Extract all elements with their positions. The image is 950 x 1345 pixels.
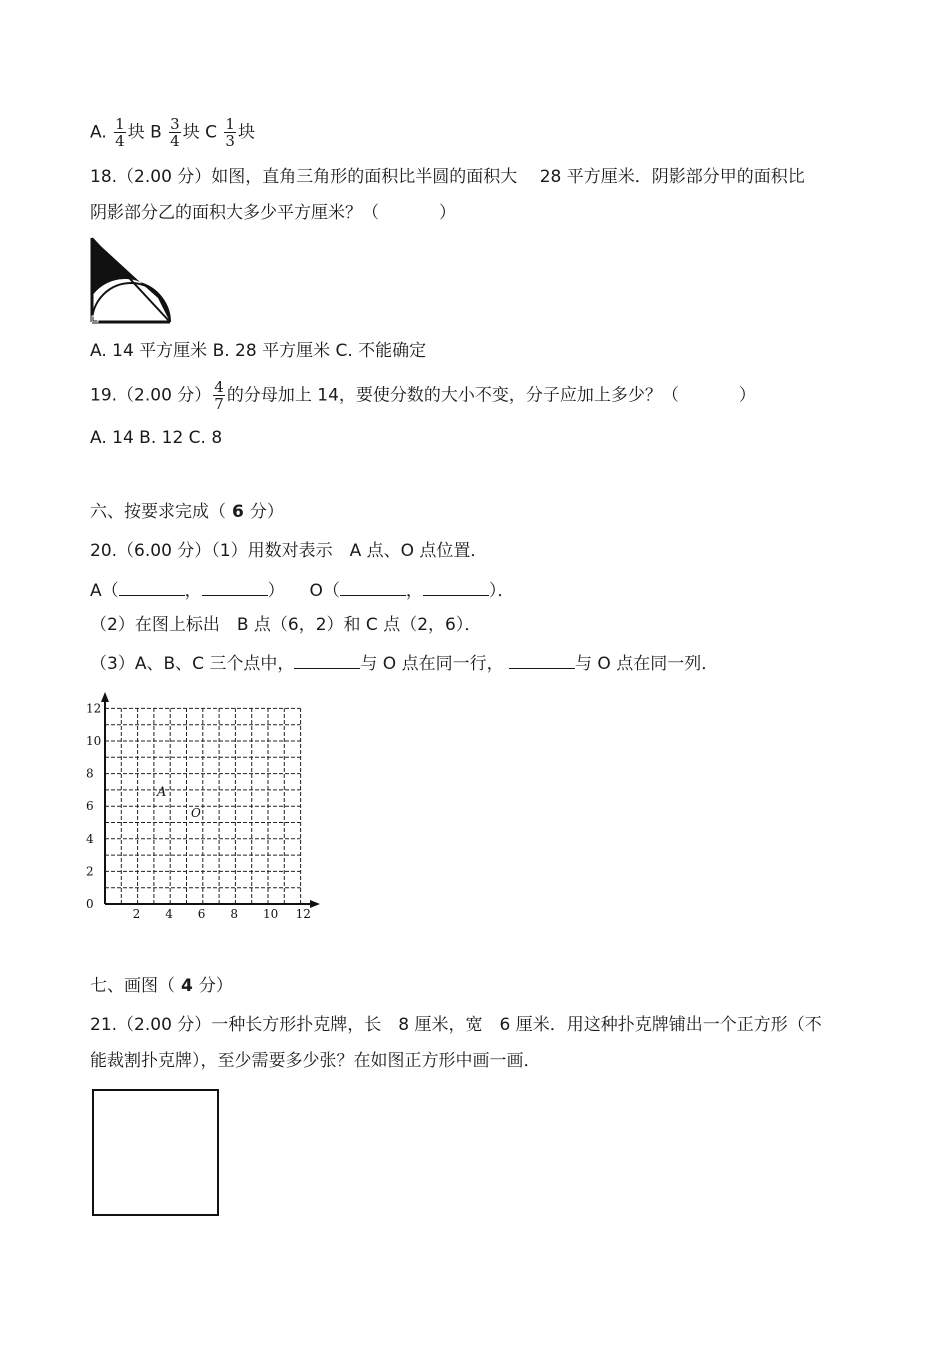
q20-same-row-blank[interactable] [294,652,360,669]
q21-stem-line2: 能裁割扑克牌），至少需要多少张？在如图正方形中画一画． [90,1051,541,1071]
q17-option-a-label: A. [90,122,107,143]
q20-coords-line: A（ ， ） O（ ， ）． [90,581,515,601]
y-tick-label: 2 [86,864,94,879]
q19-text: 的分母加上 14，要使分数的大小不变，分子应加上多少？（ [226,385,679,406]
x-tick-label: 4 [165,907,173,921]
q17-option-b-fraction: $\frac{3}{4}$ [170,115,180,150]
section7-title: 七、画图（ 4 分） [90,976,233,996]
y-tick-label: 10 [86,734,102,748]
q19-fraction: $\frac{4}{7}$ [214,378,224,413]
q20-same-column-blank[interactable] [509,652,575,669]
q18-semicircle-outline [92,283,170,322]
q18-close-paren: ） [439,203,456,223]
q17-option-b-label: B [150,122,162,143]
x-tick-label: 10 [263,907,279,921]
x-tick-label: 12 [295,907,311,921]
y-tick-label: 4 [86,831,94,846]
q20-a-x-blank[interactable] [119,579,185,596]
q20-part2: （2）在图上标出 B 点（6，2）和 C 点（2，6）． [90,615,482,635]
q20-coordinate-grid [84,692,324,924]
q18-stem-line2 [90,203,456,223]
q17-option-a-fraction: $\frac{1}{4}$ [115,115,125,150]
section6-title: 六、按要求完成（ 6 分） [90,502,284,522]
q19-prefix: 19.（2.00 分） [90,385,212,406]
q20-a-y-blank[interactable] [202,579,268,596]
q18-options: A. 14 平方厘米 B. 28 平方厘米 C. 不能确定 [90,341,427,361]
point-o-label: O [191,806,201,820]
point-a-label: A [157,785,167,800]
q18-figure [88,236,178,328]
y-tick-label: 12 [86,701,102,716]
q20-o-y-blank[interactable] [423,579,489,596]
q18-stem-line1: 18.（2.00 分）如图，直角三角形的面积比半圆的面积大 28 平方厘米．阴影部分甲的面积比 [90,167,805,187]
q17-option-a-unit: 块 [127,122,145,143]
q20-part3: （3）A、B、C 三个点中， 与 O 点在同一行， 与 O 点在同一列． [90,654,719,674]
q19-stem [90,379,756,412]
y-tick-label: 8 [86,766,94,781]
q17-options [90,116,255,149]
q17-option-c-fraction: $\frac{1}{3}$ [225,115,235,150]
x-tick-label: 6 [197,907,206,921]
x-tick-label: 8 [230,907,239,921]
q21-stem-line1: 21.（2.00 分）一种长方形扑克牌，长 8 厘米，宽 6 厘米．用这种扑克牌铺出一个正方形（不 [90,1015,822,1035]
q19-options: A. 14 B. 12 C. 8 [90,428,223,448]
y-tick-label: 0 [86,897,94,911]
q19-close-paren: ） [738,385,756,406]
q17-option-b-unit: 块 [182,122,200,143]
q17-option-c-label: C [205,122,217,143]
q18-stem-text: 阴影部分乙的面积大多少平方厘米？（ [90,203,379,223]
q21-drawing-square[interactable] [92,1089,219,1216]
y-tick-label: 6 [86,799,94,814]
q20-stem-line1: 20.（6.00 分）（1）用数对表示 A 点、O 点位置． [90,541,488,561]
q17-option-c-unit: 块 [237,122,255,143]
x-tick-label: 2 [132,907,141,921]
q20-o-x-blank[interactable] [340,579,406,596]
